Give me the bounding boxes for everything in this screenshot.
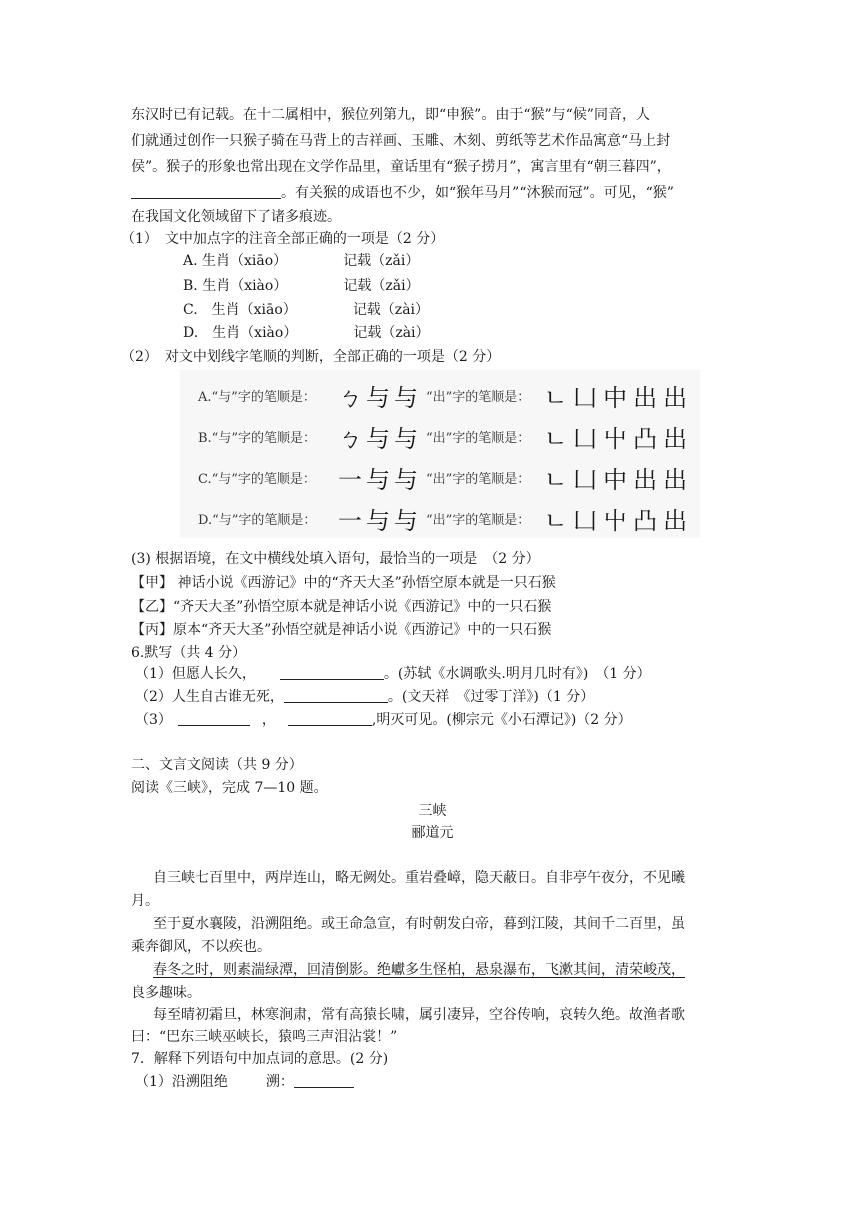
intro-line-4-text: 。有关猴的成语也不少，如“猴年马月”“沐猴而冠”。可见，“猴” — [281, 185, 674, 201]
answer-blank[interactable] — [288, 711, 372, 726]
q3-option-jia: 【甲】 神话小说《西游记》中的“齐天大圣”孙悟空原本就是一只石猴 — [131, 575, 556, 591]
q1-option-c: C. 生肖（xiāo） 记载（zài） — [183, 302, 430, 318]
q2-stem: （2） 对文中划线字笔顺的判断，全部正确的一项是（2 分） — [121, 349, 501, 365]
answer-blank[interactable] — [284, 688, 388, 703]
intro-line-4 — [131, 183, 674, 203]
q1-option-d: D. 生肖（xiào） 记载（zài） — [183, 325, 430, 341]
answer-blank[interactable] — [280, 665, 384, 680]
q7-stem: 7．解释下列语句中加点词的意思。(2 分) — [131, 1051, 389, 1067]
passage-p4-line-1: 每至晴初霜旦，林寒涧肃，常有高猿长啸，属引凄异，空谷传响，哀转久绝。故渔者歌 — [153, 1007, 685, 1023]
intro-line-3: 侯”。猴子的形象也常出现在文学作品里，童话里有“猴子捞月”，寓言里有“朝三暮四”， — [131, 159, 671, 175]
q6-item-2: （2）人生自古谁无死， 。(文天祥 《过零丁洋》)（1 分） — [135, 689, 595, 705]
stroke-order-row-b: B.“与”字的笔顺是： ㄅ与与 “出”字的笔顺是： ㄴ凵屮凸出 — [198, 424, 694, 453]
passage-p1-line-2: 月。 — [131, 893, 159, 909]
passage-p3-line-1 — [153, 960, 685, 980]
text-author: 郦道元 — [411, 825, 454, 841]
q6-item-3: （3） ， ,明灭可见。(柳宗元《小石潭记》)（2 分） — [135, 712, 632, 728]
q1-option-a: A. 生肖（xiāo） 记载（zǎi） — [183, 253, 420, 269]
q6-item-1: （1）但愿人长久， 。(苏轼《水调歌头.明月几时有》) （1 分） — [135, 666, 651, 682]
intro-line-5: 在我国文化领域留下了诸多痕迹。 — [131, 209, 341, 225]
section2-title: 二、文言文阅读（共 9 分） — [131, 757, 303, 773]
passage-p2-line-1: 至于夏水襄陵，沿溯阻绝。或王命急宣，有时朝发白帝，暮到江陵，其间千二百里，虽 — [153, 916, 685, 932]
intro-line-1: 东汉时已有记载。在十二属相中，猴位列第九，即“申猴”。由于“猴”与“候”同音，人 — [131, 107, 650, 123]
section2-instruction: 阅读《三峡》，完成 7—10 题。 — [131, 780, 328, 796]
answer-blank[interactable] — [131, 184, 281, 199]
passage-p2-line-2: 乘奔御风，不以疾也。 — [131, 939, 271, 955]
q6-title: 6.默写（共 4 分） — [131, 645, 247, 661]
intro-line-2: 们就通过创作一只猴子骑在马背上的吉祥画、玉雕、木刻、剪纸等艺术作品寓意“马上封 — [131, 133, 671, 149]
underlined-sentence: 春冬之时，则素湍绿潭，回清倒影。绝巘多生怪柏，悬泉瀑布，飞漱其间，清荣峻茂， — [153, 962, 685, 978]
text-title: 三峡 — [418, 803, 447, 819]
q7-item-1: （1）沿溯阻绝 溯： — [135, 1072, 354, 1092]
stroke-order-row-a: A.“与”字的笔顺是： ㄅ与与 “出”字的笔顺是： ㄴ凵中出出 — [198, 383, 694, 412]
q3-option-yi: 【乙】“齐天大圣”孙悟空原本就是神话小说《西游记》中的一只石猴 — [131, 599, 552, 615]
passage-p1-line-1: 自三峡七百里中，两岸连山，略无阙处。重岩叠嶂，隐天蔽日。自非亭午夜分，不见曦 — [153, 870, 685, 886]
q3-option-bing: 【丙】原本“齐天大圣”孙悟空就是神话小说《西游记》中的一只石猴 — [131, 622, 552, 638]
q1-stem: （1） 文中加点字的注音全部正确的一项是（2 分） — [121, 231, 445, 247]
passage-p3-line-2: 良多趣味。 — [131, 985, 201, 1001]
q1-option-b: B. 生肖（xiào） 记载（zǎi） — [183, 278, 420, 294]
q3-stem: (3) 根据语境，在文中横线处填入语句，最恰当的一项是 （2 分） — [131, 551, 540, 567]
stroke-order-row-d: D.“与”字的笔顺是： 一与与 “出”字的笔顺是： ㄴ凵屮凸出 — [198, 506, 694, 535]
answer-blank[interactable] — [294, 1073, 354, 1088]
stroke-order-row-c: C.“与”字的笔顺是： 一与与 “出”字的笔顺是： ㄴ凵中出出 — [198, 465, 694, 494]
passage-p4-line-2: 曰：“巴东三峡巫峡长，猿鸣三声泪沾裳！” — [131, 1029, 398, 1045]
answer-blank[interactable] — [178, 711, 250, 726]
stroke-order-figure — [180, 370, 700, 538]
